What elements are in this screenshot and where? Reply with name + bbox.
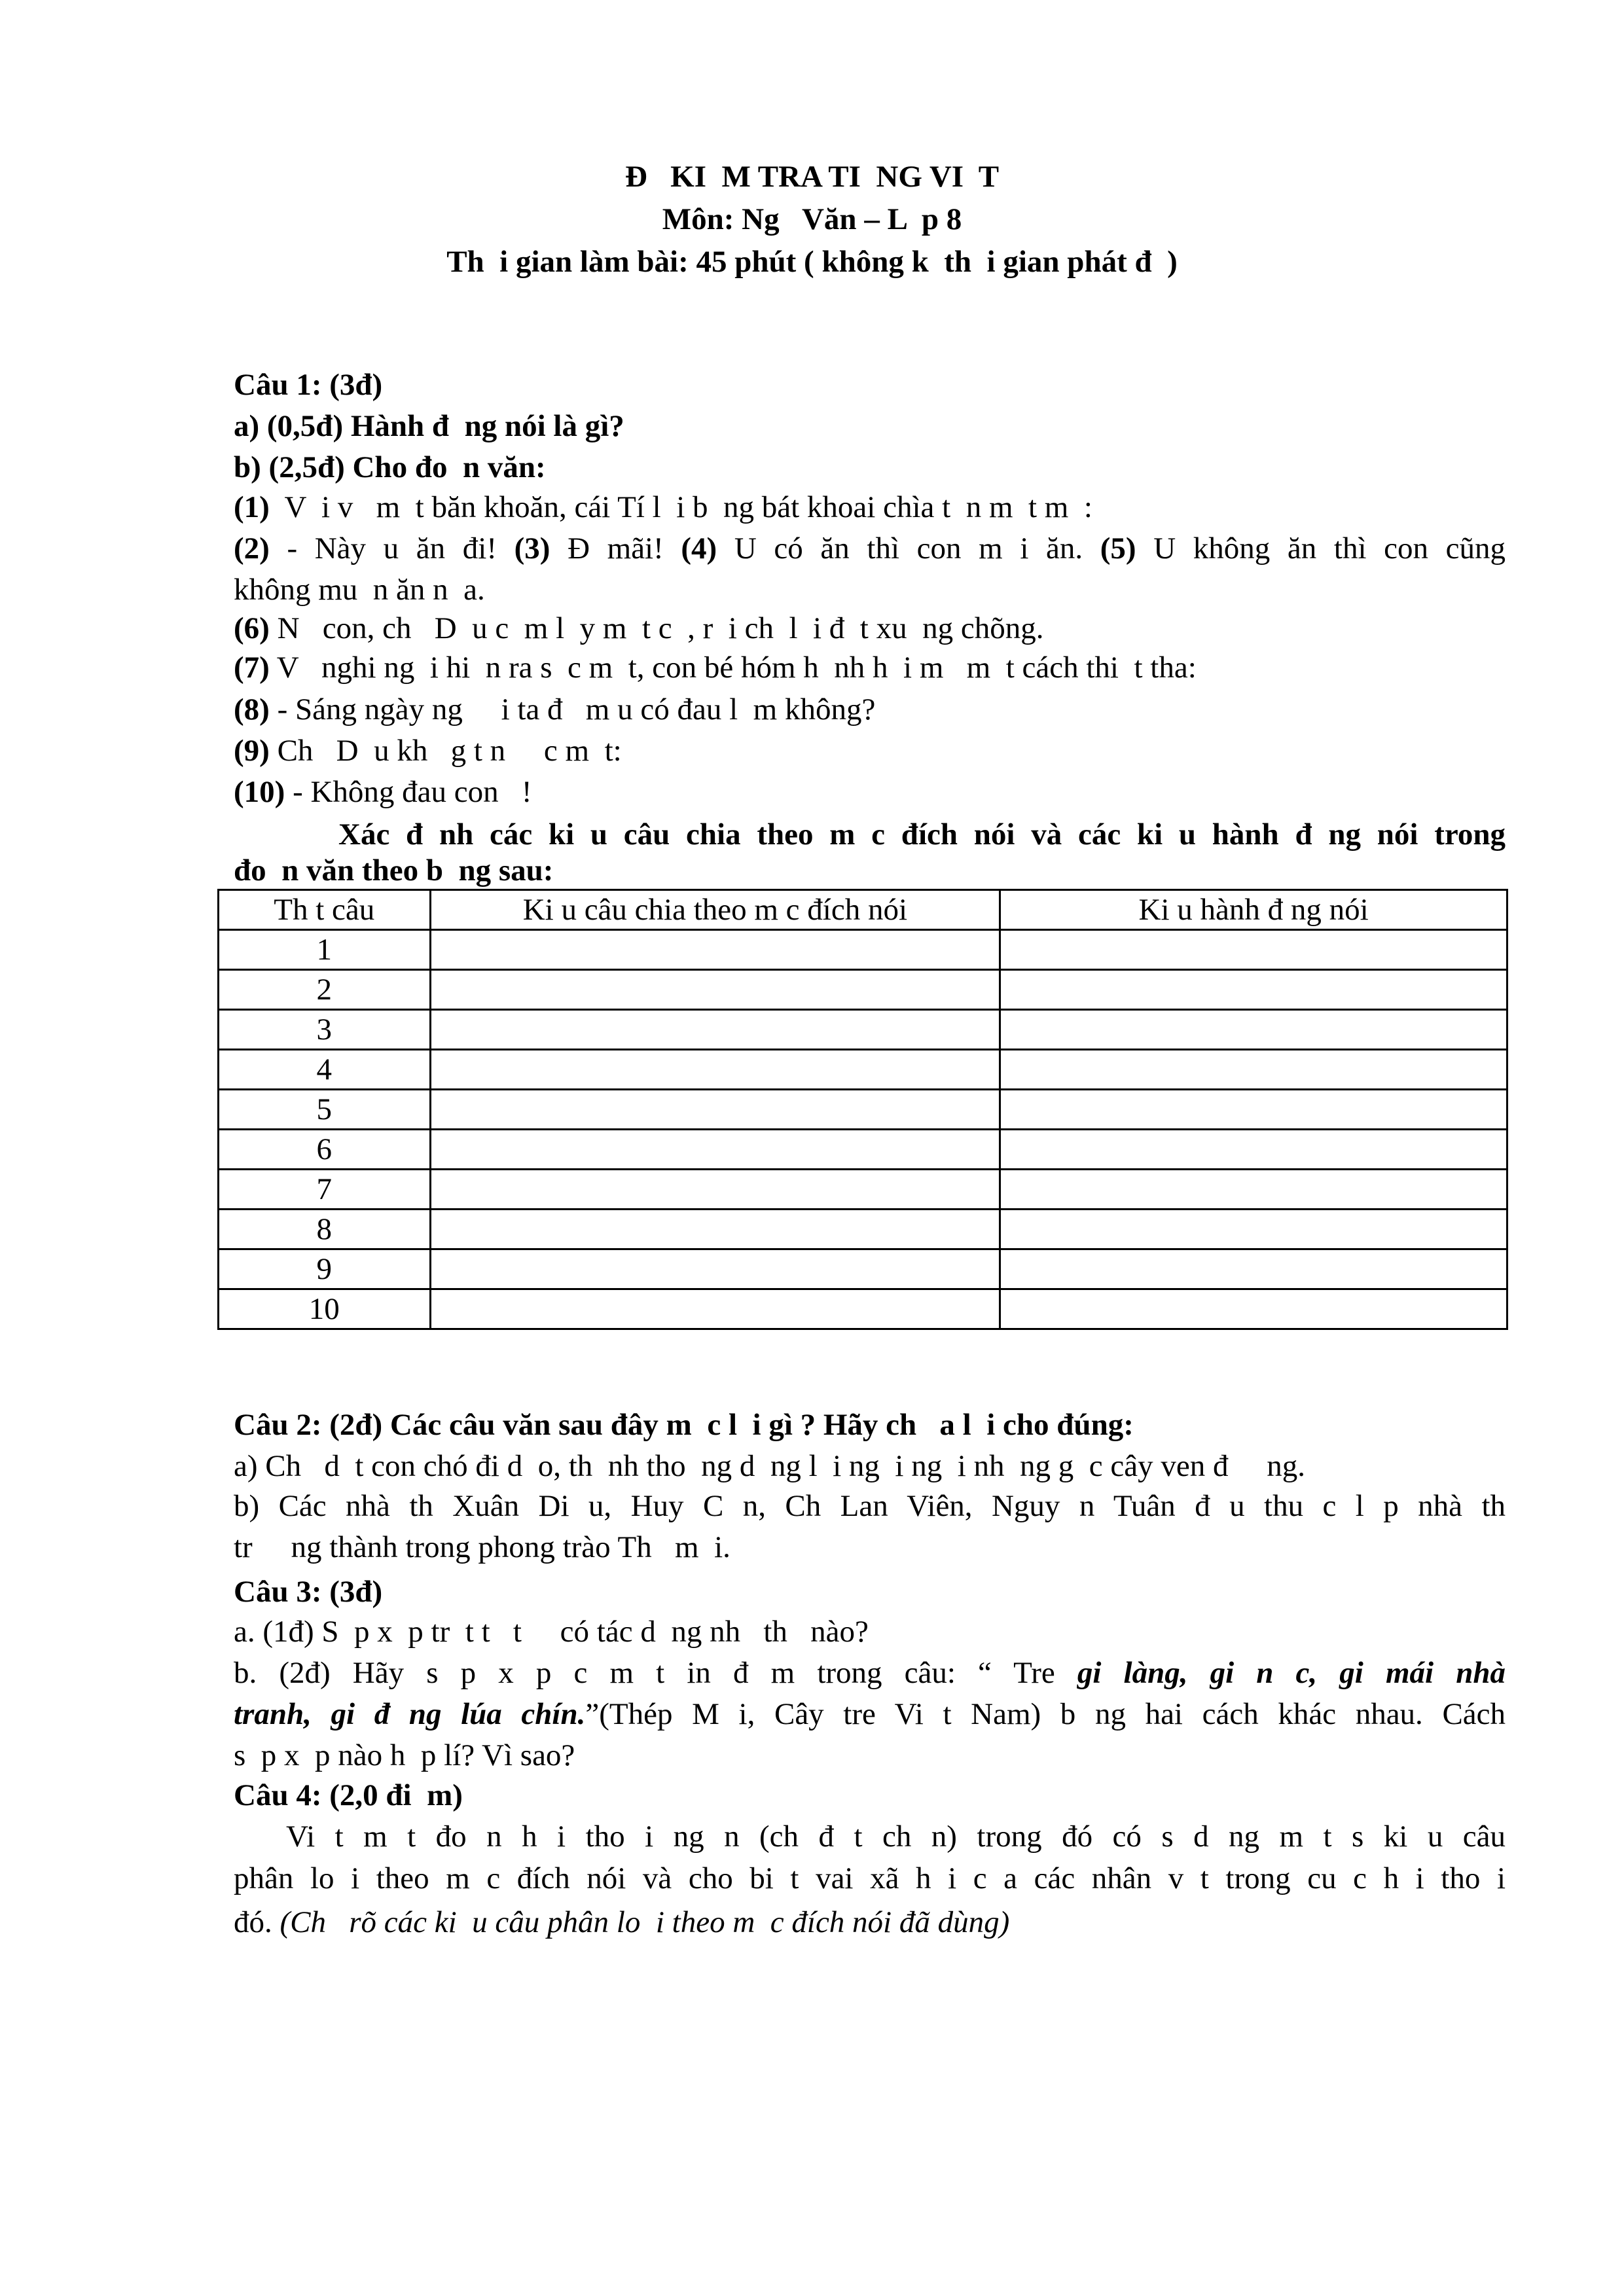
answer-table	[217, 889, 1508, 1330]
answer-cell[interactable]	[430, 970, 1000, 1010]
answer-cell[interactable]	[430, 1090, 1000, 1130]
header-speech-act-type: Ki u hành đ ng nói	[1000, 890, 1507, 930]
answer-cell[interactable]	[430, 1170, 1000, 1210]
passage-sentence-7: (7) V nghi ng i hi n ra s c m t, con bé hóm h nh h i m m t cách thi t tha:	[234, 651, 1197, 685]
answer-cell[interactable]	[1000, 1210, 1507, 1249]
table-row: 1	[219, 930, 1507, 970]
answer-cell[interactable]	[430, 1210, 1000, 1249]
q3-part-b-line2: tranh, gi đ ng lúa chín.”(Thép M i, Cây tre Vi t Nam) b ng hai cách khác nhau. Cách	[234, 1697, 1506, 1731]
passage-sentence-1: (1) V i v m t băn khoăn, cái Tí l i b ng bát khoai chìa t n m t m :	[234, 490, 1092, 524]
answer-cell[interactable]	[1000, 1289, 1507, 1329]
passage-sentence-10: (10) - Không đau con !	[234, 775, 532, 809]
answer-cell[interactable]	[1000, 1170, 1507, 1210]
q4-heading: Câu 4: (2,0 đi m)	[234, 1778, 463, 1812]
q3-part-a: a. (1đ) S p x p tr t t t có tác d ng nh th nào?	[234, 1615, 869, 1649]
table-row: 4	[219, 1050, 1507, 1090]
q4-line2: phân lo i theo m c đích nói và cho bi t vai xã h i c a các nhân v t trong cu c h i tho i	[234, 1861, 1506, 1895]
table-row: 8	[219, 1210, 1507, 1249]
answer-cell[interactable]	[1000, 970, 1507, 1010]
exam-subject: Môn: Ng Văn – L p 8	[662, 202, 962, 236]
q1-heading: Câu 1: (3đ)	[234, 368, 383, 402]
exam-title: Đ KI M TRA TI NG VI T	[624, 160, 1000, 194]
q3-heading: Câu 3: (3đ)	[234, 1575, 383, 1609]
q2-part-b-line1: b) Các nhà th Xuân Di u, Huy C n, Ch Lan Viên, Nguy n Tuân đ u thu c l p nhà th	[234, 1489, 1506, 1523]
passage-sentence-2-5: (2) - Này u ăn đi! (3) Đ mãi! (4) U có ăn thì con m i ăn. (5) U không ăn thì con cũng	[234, 531, 1506, 565]
table-row: 2	[219, 970, 1507, 1010]
answer-cell[interactable]	[1000, 1130, 1507, 1170]
q2-part-b-line2: tr ng thành trong phong trào Th m i.	[234, 1530, 731, 1564]
table-row: 7	[219, 1170, 1507, 1210]
passage-sentence-9: (9) Ch D u kh g t n c m t:	[234, 734, 622, 768]
q1-part-b: b) (2,5đ) Cho đo n văn:	[234, 450, 546, 484]
q3-part-b-line3: s p x p nào h p lí? Vì sao?	[234, 1738, 575, 1772]
exam-duration: Th i gian làm bài: 45 phút ( không k th i gian phát đ )	[446, 245, 1178, 279]
table-row: 6	[219, 1130, 1507, 1170]
q4-line3: đó. (Ch rõ các ki u câu phân lo i theo m c đích nói đã dùng)	[234, 1905, 1010, 1939]
answer-cell[interactable]	[430, 1010, 1000, 1050]
answer-cell[interactable]	[1000, 930, 1507, 970]
q1-part-a: a) (0,5đ) Hành đ ng nói là gì?	[234, 409, 624, 443]
table-row: 9	[219, 1249, 1507, 1289]
header-sentence-type: Ki u câu chia theo m c đích nói	[430, 890, 1000, 930]
passage-sentence-8: (8) - Sáng ngày ng i ta đ m u có đau l m không?	[234, 692, 876, 726]
table-header-row	[219, 890, 1507, 930]
table-row: 3	[219, 1010, 1507, 1050]
passage-sentence-5-cont: không mu n ăn n a.	[234, 573, 485, 607]
answer-cell[interactable]	[1000, 1090, 1507, 1130]
answer-cell[interactable]	[430, 1249, 1000, 1289]
answer-cell[interactable]	[1000, 1010, 1507, 1050]
q1-instruction-line1: Xác đ nh các ki u câu chia theo m c đích nói và các ki u hành đ ng nói trong	[338, 817, 1506, 852]
q1-instruction-line2: đo n văn theo b ng sau:	[234, 853, 554, 888]
answer-cell[interactable]	[430, 1050, 1000, 1090]
answer-cell[interactable]	[430, 1289, 1000, 1329]
q3-part-b-line1: b. (2đ) Hãy s p x p c m t in đ m trong câu: “ Tre gi làng, gi n c, gi mái nhà	[234, 1656, 1506, 1690]
answer-cell[interactable]	[1000, 1050, 1507, 1090]
q4-line1: Vi t m t đo n h i tho i ng n (ch đ t ch n) trong đó có s d ng m t s ki u câu	[286, 1820, 1506, 1854]
header-sentence-order: Th t câu	[219, 890, 431, 930]
answer-cell[interactable]	[1000, 1249, 1507, 1289]
answer-cell[interactable]	[430, 1130, 1000, 1170]
table-row: 5	[219, 1090, 1507, 1130]
q2-heading: Câu 2: (2đ) Các câu văn sau đây m c l i gì ? Hãy ch a l i cho đúng:	[234, 1408, 1134, 1442]
q2-part-a: a) Ch d t con chó đi d o, th nh tho ng d ng l i ng i ng i nh ng g c cây ven đ ng.	[234, 1449, 1305, 1483]
answer-cell[interactable]	[430, 930, 1000, 970]
table-row: 10	[219, 1289, 1507, 1329]
passage-sentence-6: (6) N con, ch D u c m l y m t c , r i ch l i đ t xu ng chõng.	[234, 611, 1044, 645]
